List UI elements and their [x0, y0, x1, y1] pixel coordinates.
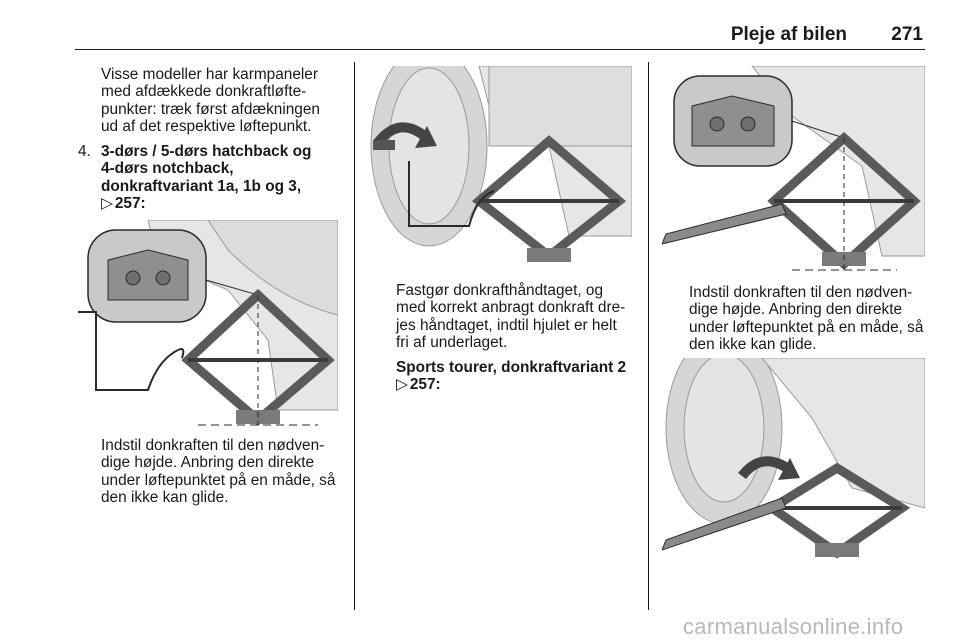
jack-illustration-middle: [369, 66, 632, 274]
jack-figure-left: [78, 220, 338, 430]
left-caption: [101, 437, 351, 507]
jack-illustration-right-bottom: [662, 358, 925, 570]
intro-line: med afdækkede donkraftløfte-: [101, 83, 307, 101]
left-intro: [101, 66, 351, 136]
intro-line: ud af det respektive løftepunkt.: [101, 118, 312, 136]
caption-line: under løftepunktet på en måde, så: [101, 471, 336, 489]
jack-illustration-left: [78, 220, 338, 430]
jack-figure-right-top: [662, 66, 925, 274]
caption-line: med korrekt anbragt donkraft dre-: [396, 299, 626, 317]
intro-line: punkter: træk først afdækningen: [101, 100, 320, 118]
jack-figure-middle: [369, 66, 632, 274]
caption-line: Indstil donkraften til den nødven-: [101, 437, 325, 454]
page-title: Pleje af bilen: [730, 24, 847, 45]
watermark: carmanualsonline.info: [683, 614, 904, 639]
step-title-line: 4-dørs notchback,: [101, 160, 234, 178]
step-number: 4.: [78, 143, 91, 160]
column-divider-2: [648, 62, 649, 610]
step-reference[interactable]: [101, 195, 350, 212]
page-number: 271: [891, 24, 923, 45]
caption-line: den ikke kan glide.: [689, 336, 817, 354]
reference-page: 257:: [114, 195, 146, 213]
right-caption: [689, 284, 939, 354]
subheading-reference[interactable]: [396, 376, 646, 393]
caption-line: den ikke kan glide.: [101, 489, 229, 507]
step-4: [78, 143, 350, 213]
step-title-line: 3-dørs / 5-dørs hatchback og: [101, 143, 312, 160]
jack-figure-right-bottom: [662, 358, 925, 570]
triangle-reference-icon: ▷: [396, 376, 408, 394]
page-header: [75, 0, 925, 50]
triangle-reference-icon: ▷: [101, 195, 113, 213]
middle-caption: [396, 282, 646, 393]
caption-line: Fastgør donkrafthåndtaget, og: [396, 282, 604, 299]
reference-page: 257:: [409, 376, 441, 394]
caption-line: dige højde. Anbring den direkte: [689, 301, 903, 319]
caption-line: dige højde. Anbring den direkte: [101, 454, 315, 472]
caption-line: Indstil donkraften til den nødven-: [689, 284, 913, 301]
caption-line: fri af underlaget.: [396, 334, 508, 352]
column-divider-1: [354, 62, 355, 610]
subheading: Sports tourer, donkraftvariant 2: [396, 358, 627, 376]
step-title-line: donkraftvariant 1a, 1b og 3,: [101, 177, 302, 195]
jack-illustration-right-top: [662, 66, 925, 274]
caption-line: under løftepunktet på en måde, så: [689, 318, 924, 336]
intro-line: Visse modeller har karmpaneler: [101, 66, 318, 83]
caption-line: jes håndtaget, indtil hjulet er helt: [396, 316, 617, 334]
